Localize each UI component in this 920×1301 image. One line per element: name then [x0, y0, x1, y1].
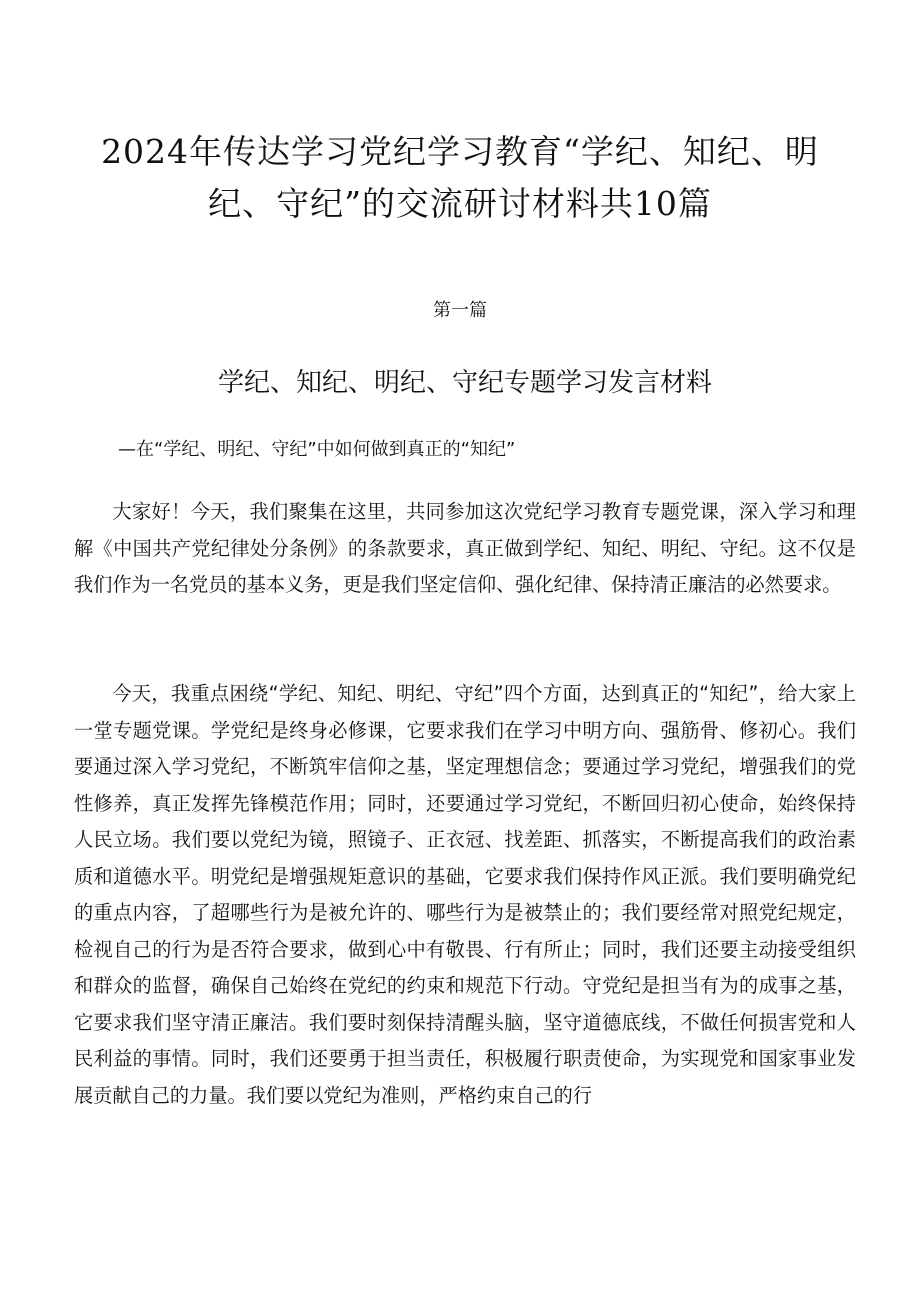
section-title: 学纪、知纪、明纪、守纪专题学习发言材料 — [217, 368, 712, 398]
document-title-line-2: 纪、守纪”的交流研讨材料共10篇 — [208, 184, 712, 223]
body-paragraph: 今天，我重点困绕“学纪、知纪、明纪、守纪”四个方面，达到真正的“知纪”，给大家上一堂专题党课。学党纪是终身必修课，它要求我们在学习中明方向、强筋骨、修初心。我们要通过深入学习党纪，不断筑牢信仰之基，坚定理想信念；要通过学习党纪，增强我们的党性修养，真正发挥先锋模范作用；同时，还要通过学习党纪，不断回归初心使命，始终保持人民立场。我们要以党纪为镜，照镜子、正衣冠、找差距、抓落实，不断提高我们的政治素质和道德水平。明党纪是增强规矩意识的基础，它要求我们保持作风正派。我们要明确党纪的重点内容，了超哪些行为是被允许的、哪些行为是被禁止的；我们要经常对照党纪规定，检视自己的行为是否符合要求，做到心中有敬畏、行有所止；同时，我们还要主动接受组织和群众的监督，确保自己始终在党纪的约束和规范下行动。守党纪是担当有为的成事之基，它要求我们坚守清正廉洁。我们要时刻保持清醒头脑，坚守道德底线，不做任何损害党和人民利益的事情。同时，我们还要勇于担当责任，积极履行职责使命，为实现党和国家事业发展贡献自己的力量。我们要以党纪为准则，严格约束自己的行 — [74, 682, 856, 1107]
section-subtitle: —在“学纪、明纪、守纪”中如何做到真正的“知纪” — [118, 439, 516, 460]
document-title — [100, 126, 820, 230]
chapter-label: 第一篇 — [433, 300, 487, 321]
body-paragraph: 大家好！今天，我们聚集在这里，共同参加这次党纪学习教育专题党课，深入学习和理解《中国共产党纪律处分条例》的条款要求，真正做到学纪、知纪、明纪、守纪。这不仅是我们作为一名党员的基本义务，更是我们坚定信仰、强化纪律、保持清正廉洁的必然要求。 — [74, 500, 856, 596]
document-title-line-1: 2024年传达学习党纪学习教育“学纪、知纪、明 — [101, 132, 819, 171]
